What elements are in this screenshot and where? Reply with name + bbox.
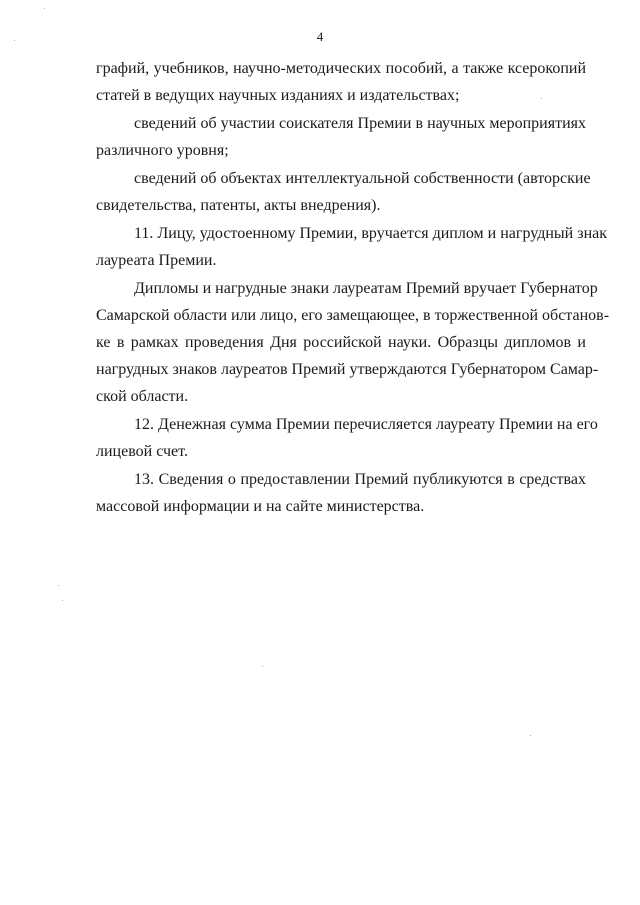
text-line: сведений об участии соискателя Премии в научных мероприятиях xyxy=(134,115,586,132)
text-line: графий, учебников, научно-методических пособий, а также ксерокопий xyxy=(96,60,586,77)
text-line: 12. Денежная сумма Премии перечисляется лауреату Премии на его xyxy=(134,416,598,433)
text-line: Самарской области или лицо, его замещающее, в торжественной обстанов- xyxy=(96,307,610,324)
page-number: 4 xyxy=(316,29,324,44)
text-line: 11. Лицу, удостоенному Премии, вручается диплом и нагрудный знак xyxy=(134,225,607,242)
text-line: массовой информации и на сайте министерства. xyxy=(96,498,425,515)
scan-speck xyxy=(541,98,542,99)
scan-speck xyxy=(14,40,15,41)
text-line: ской области. xyxy=(96,388,189,405)
scan-speck xyxy=(58,585,59,586)
text-line: нагрудных знаков лауреатов Премий утверждаются Губернатором Самар- xyxy=(96,361,599,378)
text-line: статей в ведущих научных изданиях и издательствах; xyxy=(96,87,460,104)
scan-speck xyxy=(530,735,531,736)
text-line: сведений об объектах интеллектуальной собственности (авторские xyxy=(134,170,591,187)
text-line: различного уровня; xyxy=(96,142,229,159)
scan-speck xyxy=(262,666,263,667)
text-line: лауреата Премии. xyxy=(96,252,217,269)
text-line: свидетельства, патенты, акты внедрения). xyxy=(96,197,381,214)
text-line: 13. Сведения о предоставлении Премий публикуются в средствах xyxy=(134,471,586,488)
document-body xyxy=(96,55,610,520)
text-line: ке в рамках проведения Дня российской науки. Образцы дипломов и xyxy=(96,334,586,351)
scan-speck xyxy=(62,600,63,601)
text-line: лицевой счет. xyxy=(96,443,188,460)
text-line: Дипломы и нагрудные знаки лауреатам Премий вручает Губернатор xyxy=(134,280,598,297)
scan-speck xyxy=(44,8,45,9)
